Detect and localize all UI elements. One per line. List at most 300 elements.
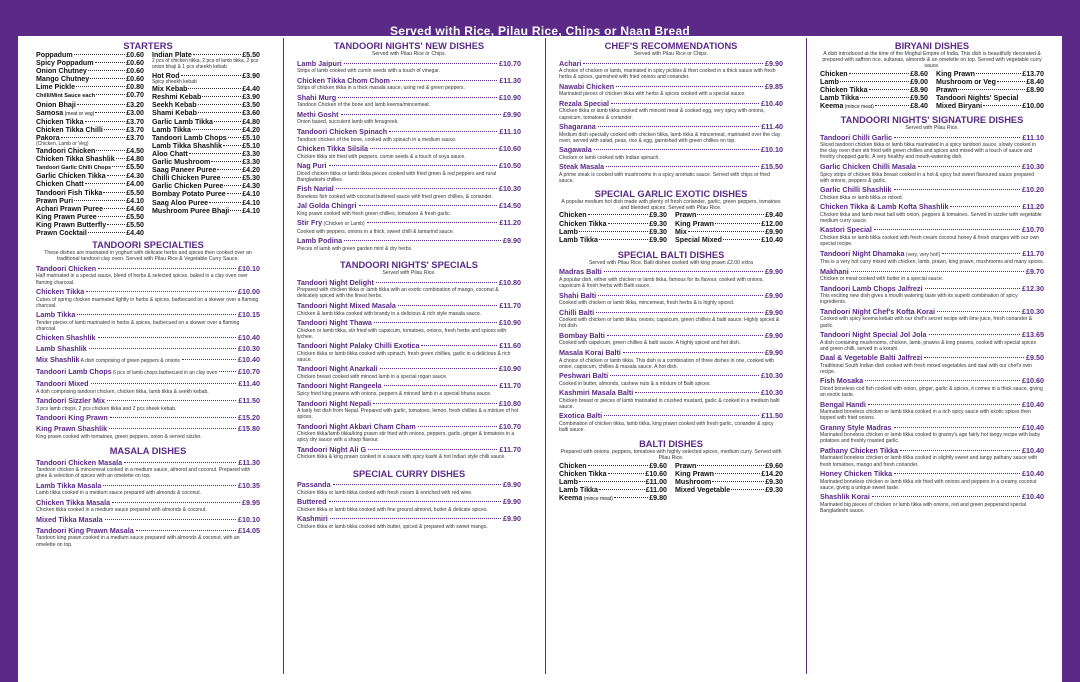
dot-leader <box>583 63 763 64</box>
menu-item <box>36 345 260 354</box>
item-price: £9.70 <box>1026 266 1044 276</box>
dot-leader <box>872 496 1020 497</box>
item-name: Exotica Balti <box>559 411 603 421</box>
column-2 <box>297 38 521 678</box>
row-price: £8.40 <box>910 101 928 110</box>
price-row <box>820 86 928 94</box>
row-price: £5.10 <box>242 141 260 150</box>
item-description: Cubes of spring chicken marinated lightly in herbs & spices, barbecued on a skewer over a flaming charcoal. <box>36 296 259 309</box>
dot-leader <box>579 481 645 482</box>
dot-leader <box>74 200 125 201</box>
item-price: £10.40 <box>1022 422 1044 432</box>
menu-item <box>297 60 521 69</box>
price-row <box>152 166 260 174</box>
dot-leader <box>85 121 126 122</box>
item-price: £10.90 <box>499 318 521 327</box>
item-price: £10.40 <box>761 98 783 108</box>
item-price: £9.90 <box>765 290 783 300</box>
item-price: £10.30 <box>1022 306 1044 316</box>
item-name: Tandoori Night Akbari Cham Cham <box>297 421 416 431</box>
dot-leader <box>61 137 126 138</box>
row-price: £11.00 <box>645 485 667 494</box>
dot-leader <box>840 81 909 82</box>
row-name: Special Mixed <box>675 235 722 244</box>
item-price: £10.40 <box>1022 492 1044 502</box>
item-description: Spicy strips of chicken tikka breast cooked in a hot & spicy but sweet flavoured sauce prepared with onions, peppers & garlic. <box>820 171 1035 184</box>
dot-leader <box>344 63 497 64</box>
price-row <box>36 172 144 180</box>
item-name: Chicken Tikka Chom Chom <box>297 75 390 85</box>
item-price: £11.20 <box>499 218 521 228</box>
price-row <box>152 85 260 93</box>
price-row <box>36 118 144 126</box>
item-price: £11.10 <box>499 126 521 136</box>
price-row <box>675 470 783 478</box>
menu-item <box>559 146 783 155</box>
item-name: Tandoori Night Nepali <box>297 398 372 408</box>
price-row <box>152 109 260 117</box>
item-price: £10.30 <box>238 344 260 354</box>
dot-leader <box>598 295 763 296</box>
row-price: £4.40 <box>126 228 144 237</box>
item-description: Chicken breast or pieces of lamb marinated in crushed mustard, garlic & cooked in a medium balti sauce. <box>559 397 780 410</box>
dot-leader <box>596 312 763 313</box>
item-name: King Prawn Shashlik <box>36 424 108 434</box>
row-price: £4.10 <box>242 190 260 199</box>
dot-leader <box>89 348 236 349</box>
item-name: Granny Style Madras <box>820 422 892 432</box>
dot-leader <box>370 148 497 149</box>
menu-item <box>820 134 1044 143</box>
item-name: Kashmiri <box>297 514 328 524</box>
row-name: King Prawn Butterfly <box>36 220 107 229</box>
row-name: Mango Chutney <box>36 75 90 84</box>
row-price: £8.40 <box>1026 77 1044 86</box>
item-description: Sliced tandoori chicken tikka or lamb tikka marinated in a spicy tandoori sauce, slowly cooked in the clay oven then stir fried with green chillies and spices and mixed with a touch of sauce and freshly chopped garlic. A very healthy and mouth-watering dish. <box>820 142 1037 161</box>
dot-leader <box>136 530 236 531</box>
row-name: Tandoori Fish Tikka <box>36 188 103 197</box>
price-row <box>36 155 144 163</box>
menu-item <box>820 268 1044 277</box>
row-name: Spicy Poppadum <box>36 59 94 68</box>
dot-leader <box>88 232 125 233</box>
section-subtitle: A dish introduced at the time of the Moghul Empire of India. This dish is beautifully decorated & prepared with saffron rice, sultanas, almonds & an omelette on top. Served with vegetable curry sauce. <box>822 51 1042 70</box>
price-row <box>36 229 144 237</box>
row-price: £4.20 <box>242 166 260 175</box>
dot-leader <box>95 112 125 113</box>
item-description: Cooked with peppers, onions in a thick, sweet chilli & tamarind sauce. <box>297 228 455 235</box>
dot-leader <box>88 70 125 71</box>
item-name: Tandoori Lamb Chops Jalfrezi <box>820 283 923 293</box>
row-name: Onion Chutney <box>36 67 87 76</box>
row-price: £10.60 <box>645 469 667 478</box>
item-price: £10.60 <box>499 143 521 153</box>
row-price: £3.30 <box>242 158 260 167</box>
menu-item <box>297 400 521 409</box>
item-description: Tandoori Chicken of the bone and lamb keema/mincemeat. <box>297 102 431 109</box>
section-title-balti-special: SPECIAL BALTI DISHES <box>617 249 725 260</box>
price-row <box>559 494 667 503</box>
item-description: Chicken tikka stir fried with peppers, cumin seeds & a touch of soya sauce. <box>297 153 466 160</box>
row-price: £5.50 <box>126 163 144 172</box>
item-description: Chicken & lamb tikka cooked with brandy in a delicious & rich style masala sauce. <box>297 310 482 317</box>
price-row <box>559 211 667 219</box>
dot-leader <box>95 62 126 63</box>
item-name: Garlic Chicken Chilli Masala <box>820 161 916 171</box>
item-price: £9.90 <box>503 109 521 119</box>
dot-leader <box>96 150 125 151</box>
section-subtitle: Served with Pilau Rice or Chips. <box>633 51 709 57</box>
item-description: Tandoori chicken of the bone, cooked with spinach in a medium sauce. <box>297 136 457 143</box>
item-price: £10.90 <box>499 364 521 374</box>
row-name: Lamb Tikka <box>559 485 598 494</box>
dot-leader <box>103 485 236 486</box>
row-name: Tandoori Nights' Special <box>936 93 1019 102</box>
item-price: £10.70 <box>499 421 521 431</box>
item-price: £10.40 <box>238 355 260 365</box>
dot-leader <box>611 103 759 104</box>
dot-leader <box>900 450 1020 451</box>
item-price: £15.80 <box>238 424 260 434</box>
item-price: £11.70 <box>499 381 521 391</box>
item-name: Buttered <box>297 497 327 506</box>
item-description: A fairly hot dish from Nepal. Prepared with garlic, tomatoes, lemon, fresh chillies & a mixture of hot spices. <box>297 408 519 421</box>
row-price: £3.20 <box>126 100 144 109</box>
item-name: Lamb Podina <box>297 236 343 246</box>
menu-item <box>820 424 1044 433</box>
dot-leader <box>214 121 241 122</box>
menu-item <box>820 447 1044 456</box>
price-row <box>36 91 144 100</box>
price-row <box>36 67 144 75</box>
dot-leader <box>937 311 1020 312</box>
item-price: £10.50 <box>499 161 521 171</box>
row-price: £9.00 <box>910 77 928 86</box>
row-price: £5.50 <box>126 220 144 229</box>
dot-leader <box>894 427 1021 428</box>
item-name: Stir Fry (Chicken or Lamb) <box>297 218 365 228</box>
row-price: £4.50 <box>126 147 144 156</box>
dot-leader <box>868 404 1020 405</box>
item-name: Shahi Balti <box>559 290 597 300</box>
price-row <box>36 189 144 197</box>
garlic-grid <box>559 211 783 243</box>
item-name: Mixed Tikka Masala <box>36 514 103 524</box>
menu-item <box>36 334 260 343</box>
dot-leader <box>376 282 497 283</box>
column-4 <box>820 38 1044 678</box>
row-name: Lime Pickle <box>36 83 76 92</box>
item-name: Achari <box>559 58 582 68</box>
row-name: Onion Bhaji <box>36 100 76 109</box>
item-description: Marinated boneless chicken or lamb tikka cooked to granny's age fairly hot tangy recipe with baby potatoes and freshly roasted garlic. <box>820 432 1041 445</box>
column-1 <box>36 38 260 678</box>
row-name: Mushroom or Veg <box>936 77 996 86</box>
row-price: £10.40 <box>761 235 783 244</box>
row-name: Prawn <box>675 461 697 470</box>
section-subtitle: Served with Pilau Rice. <box>382 270 436 277</box>
menu-item <box>559 309 783 318</box>
price-row <box>36 221 144 229</box>
price-row <box>675 486 783 494</box>
dot-leader <box>598 126 760 127</box>
item-price: £11.30 <box>238 457 260 467</box>
item-name: Chicken Shashlik <box>36 333 96 343</box>
price-row <box>936 102 1044 110</box>
row-price: £0.80 <box>126 83 144 92</box>
row-name: Lamb Tikka <box>152 125 191 134</box>
dot-leader <box>104 208 125 209</box>
item-price: £9.50 <box>1026 353 1044 363</box>
dot-leader <box>222 177 242 178</box>
dot-leader <box>606 166 759 167</box>
row-price: £4.30 <box>126 172 144 181</box>
dot-leader <box>925 288 1021 289</box>
item-price: £9.90 <box>503 479 521 489</box>
menu-item <box>36 527 260 536</box>
dot-leader <box>894 473 1020 474</box>
item-name: Pathany Chicken Tikka <box>820 445 899 455</box>
row-name: Tandoori Lamb Chops <box>152 133 227 142</box>
item-description: Chicken tikka or lamb tikka cooked with minced meat & cooked egg, very spicy with onions, capsicum, tomatoes & coriander. <box>559 108 765 121</box>
item-name: Sagawala <box>559 145 592 155</box>
row-price: £5.30 <box>242 174 260 183</box>
dot-leader <box>860 97 909 98</box>
item-name: Peshwari Balti <box>559 371 609 381</box>
menu-item <box>559 100 783 109</box>
item-price: £10.10 <box>238 514 260 524</box>
row-price: £3.00 <box>126 108 144 117</box>
menu-item <box>820 285 1044 294</box>
dot-leader <box>107 175 126 176</box>
row-name: Pakora <box>36 133 60 142</box>
dot-leader <box>329 165 497 166</box>
price-row <box>36 126 144 134</box>
dot-leader <box>418 426 497 427</box>
price-row <box>36 180 144 188</box>
menu-item <box>297 515 521 524</box>
item-price: £10.80 <box>499 398 521 408</box>
row-price: £9.90 <box>765 227 783 236</box>
menu-item <box>820 250 1044 260</box>
row-price: £5.10 <box>242 133 260 142</box>
dot-leader <box>76 86 125 87</box>
item-name: Tandoori Night Anarkali <box>297 364 378 374</box>
item-name: Tandoori Sizzler Mix <box>36 396 105 406</box>
item-name: Tandoori Night Rangeela <box>297 381 382 391</box>
row-price: £0.60 <box>126 67 144 76</box>
item-price: £10.60 <box>1022 376 1044 386</box>
row-price: £9.50 <box>910 93 928 102</box>
dot-leader <box>182 359 236 360</box>
dot-leader <box>594 149 759 150</box>
price-row <box>152 93 260 101</box>
row-price: £4.80 <box>242 117 260 126</box>
section-title-tandoori-specialties: TANDOORI SPECIALTIES <box>92 240 204 251</box>
row-name: King Prawn Puree <box>36 212 97 221</box>
row-price: £5.50 <box>126 212 144 221</box>
item-name: Lamb Jaipuri <box>297 58 342 68</box>
row-name: Chilli Chicken Puree <box>152 174 221 183</box>
item-name: Chicken Tikka & Lamb Kofta Shashlik <box>820 202 949 212</box>
price-row <box>675 228 783 236</box>
menu-item <box>36 380 260 389</box>
item-price: £9.90 <box>503 236 521 246</box>
section-subtitle: Prepared with onions, peppers, tomatoes with highly selected spices, medium curry. Served with Pilau Rice. <box>560 449 782 462</box>
price-row <box>152 134 260 142</box>
dot-leader <box>230 210 241 211</box>
menu-item <box>820 493 1044 502</box>
row-price: £11.00 <box>645 477 667 486</box>
menu-item <box>36 482 260 491</box>
item-name: Shashlik Korai <box>820 492 870 502</box>
row-price: £13.70 <box>1022 69 1044 78</box>
row-price: £8.60 <box>910 69 928 78</box>
row-name: Poppadum <box>36 51 73 59</box>
menu-item <box>820 401 1044 410</box>
price-row <box>559 462 667 470</box>
section-subtitle: Served with Pilau Rice. <box>905 125 959 132</box>
section-title-signature: TANDOORI NIGHTS' SIGNATURE DISHES <box>840 115 1024 126</box>
item-price: £11.40 <box>761 122 783 132</box>
item-price: £11.70 <box>499 300 521 310</box>
row-price: £9.30 <box>649 227 667 236</box>
item-price: £10.70 <box>499 58 521 68</box>
item-description: 3 pcs lamb chops, 2 pcs chicken tikka and 2 pcs sheek kebab. <box>36 405 177 412</box>
price-row <box>152 126 260 134</box>
menu-item <box>559 292 783 301</box>
starters-grid <box>36 51 260 237</box>
dot-leader <box>851 271 1024 272</box>
row-name: Keema (mince meat) <box>559 493 613 502</box>
row-name: Garlic Chicken Tikka <box>36 172 106 181</box>
dot-leader <box>227 193 242 194</box>
dot-leader <box>398 305 498 306</box>
platter-desc: 2 pcs of chicken tikka, 2 pcs of lamb tikka, 2 pcs onion bhaji & 1 pcs sheekh kebab <box>152 58 259 71</box>
row-name: Lamb Tikka Shashlik <box>152 141 223 150</box>
row-name: Chicken Chatt <box>36 180 84 189</box>
menu-item <box>820 226 1044 235</box>
row-name: Lamb <box>559 227 578 236</box>
row-name: Lamb Tikka <box>820 93 859 102</box>
dot-leader <box>189 153 241 154</box>
item-description: Chicken tikka and lamb meat ball with onion, peppers & tomatoes. Served in sizzler with vegetable medium curry sauce. <box>820 211 1042 224</box>
row-name: Reshmi Kebab <box>152 93 202 102</box>
row-name: Lamb <box>559 477 578 486</box>
item-name: Shahi Murg <box>297 92 337 102</box>
item-name: Mix Shashlik A dish comprising of green peppers & onions <box>36 355 180 365</box>
dot-leader <box>599 489 645 490</box>
menu-item <box>297 446 521 455</box>
item-description: Chicken or lamb cooked with Indian spinach. <box>559 154 660 161</box>
item-description: King prawn cooked with tomatoes, green peppers, onion & served sizzler. <box>36 434 202 441</box>
item-price: £9.90 <box>765 347 783 357</box>
row-price: £9.90 <box>649 235 667 244</box>
dot-leader <box>958 89 1025 90</box>
dot-leader <box>341 114 501 115</box>
dot-leader <box>105 519 236 520</box>
item-description: Chicken tikka/lamb tikka/king prawn stir fried with onions, peppers, garlic, ginger & tomatoes in a spicy dry sauce with a sharp flavour. <box>297 431 515 444</box>
menu-item <box>297 382 521 391</box>
row-price: £9.60 <box>649 461 667 470</box>
price-row <box>152 174 260 182</box>
hotrod-desc: Spicy sheekh kebab <box>152 79 197 86</box>
price-row <box>820 78 928 86</box>
item-description: Traditional South Indian dish cooked with fresh mixed vegetables and daal with our chef's own recipe. <box>820 362 1033 375</box>
item-name: Tandoori Night Ali G <box>297 444 367 454</box>
item-description: Chicken or lamb tikka, stir fried with capsicum, tomatoes, onions, fresh herbs and spices with lychee. <box>297 327 507 340</box>
dot-leader <box>373 403 497 404</box>
row-name: King Prawn <box>675 219 715 228</box>
item-price: £10.10 <box>761 145 783 155</box>
item-description: Diced boneless cod fish cooked with onion, ginger, garlic & spices, it comes in a thick sauce, giving an exotic taste. <box>820 385 1043 399</box>
item-price: £10.35 <box>238 480 260 490</box>
menu-item <box>297 302 521 311</box>
dot-leader <box>98 216 126 217</box>
item-price: £11.20 <box>1022 202 1044 212</box>
menu-item <box>297 128 521 137</box>
item-description: Pieces of lamb with green garden mint & dry herbs. <box>297 246 413 253</box>
row-price: £4.10 <box>126 196 144 205</box>
item-description: Tender pieces of lamb marinated in herbs & spices, barbecued on a skewer over a flaming charcoal. <box>36 319 240 332</box>
row-price: £3.60 <box>242 109 260 118</box>
dot-leader <box>715 473 760 474</box>
item-name: Nag Puri <box>297 161 327 171</box>
item-description: Chicken tikka or lamb tikka cooked with fresh cream coconut honey & fresh oranges with our own special recipe. <box>820 234 1040 248</box>
item-price: £9.95 <box>242 497 260 507</box>
item-name: Rezala Special <box>559 98 609 108</box>
row-note: (meat or veg) <box>63 110 95 117</box>
item-description: Chicken tikka or lamb tikka cooked with spinach, fresh green chillies, garlic in a delicious & rich sauce. <box>297 350 511 363</box>
item-name: Shagarana <box>559 122 596 132</box>
row-name: Garlic Chicken Puree <box>152 182 224 191</box>
price-row: Indian Plate £5.50 <box>152 51 260 59</box>
item-description: Tandoori king prawn cooked in a medium sauce prepared with almonds & coconut, with an omelette on top. <box>36 535 240 548</box>
dot-leader <box>223 145 241 146</box>
dot-leader <box>86 291 236 292</box>
row-name: Chicken Tikka Shashlik <box>36 155 115 164</box>
dot-leader <box>608 473 645 474</box>
item-extra: (Chicken or Lamb) <box>322 221 365 228</box>
menu-item <box>559 268 783 277</box>
item-name: Tandoori Chilli Garlic <box>820 132 893 142</box>
price-row <box>152 142 260 150</box>
biryani-grid <box>820 70 1044 111</box>
dot-leader <box>715 223 760 224</box>
row-price: £5.50 <box>126 188 144 197</box>
menu-item <box>820 354 1044 363</box>
item-description: Boneless fish cooked with coconut buttered sauce with fried green chillies, & coriander. <box>297 193 493 200</box>
item-price: £10.40 <box>1022 445 1044 455</box>
item-name: Tandoori Chicken Masala <box>36 457 123 467</box>
menu-item <box>36 425 260 434</box>
item-name: Nawabi Chicken <box>559 81 615 91</box>
row-name: Chicken <box>559 211 587 220</box>
price-row <box>36 83 144 91</box>
dot-leader <box>599 239 648 240</box>
section-subtitle: Served with Pilau Rice or Chips. <box>371 51 447 57</box>
price-row <box>36 147 144 155</box>
row-name: Shami Kebab <box>152 109 197 118</box>
price-row <box>675 220 783 228</box>
item-name: Tandoori Chicken Spinach <box>297 126 388 136</box>
row-price: £10.00 <box>1022 101 1044 110</box>
item-price: £10.30 <box>1022 161 1044 171</box>
row-price: £0.60 <box>126 51 144 59</box>
dot-leader <box>421 345 497 346</box>
dot-leader <box>124 462 236 463</box>
item-extra: (very, very hot!) <box>904 251 941 258</box>
